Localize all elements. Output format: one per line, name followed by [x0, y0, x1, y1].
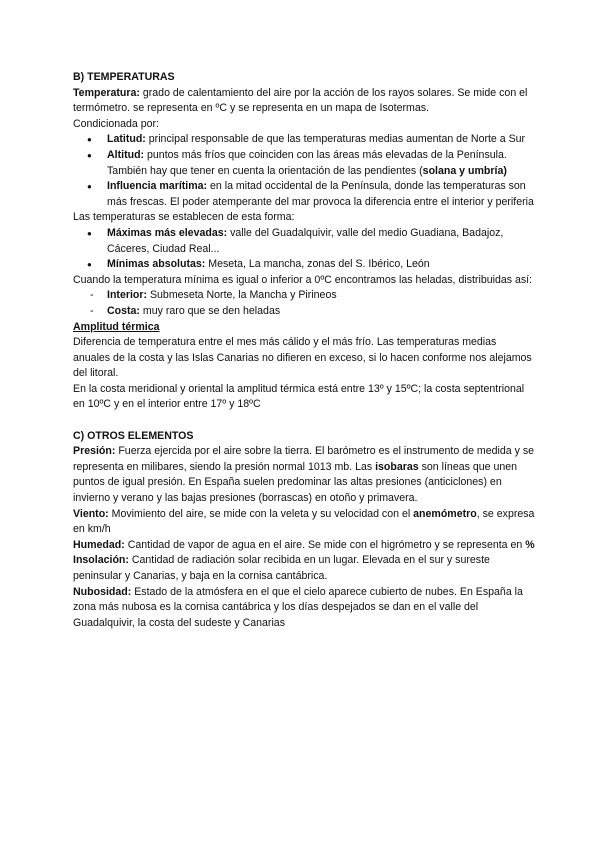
factor-label: Altitud: [107, 148, 145, 161]
pressure-text: Fuerza ejercida por el aire sobre la tierra. El barómetro es el instrumento de medida y se representa en milibares, siendo la presión normal 1013 mb. Las [73, 445, 535, 473]
list-item [73, 257, 535, 273]
insolation-paragraph [73, 553, 535, 584]
insolation-label: Insolación: [73, 554, 129, 567]
wind-text: Movimiento del aire, se mide con la veleta y su velocidad con el [108, 507, 414, 520]
factor-bold-tail: solana y umbría) [422, 164, 507, 177]
frost-label: Costa: [107, 304, 140, 317]
factor-label: Latitud: [107, 133, 146, 146]
list-item [73, 179, 535, 210]
list-item [73, 304, 535, 320]
document-page [73, 70, 535, 631]
factor-text: puntos más fríos que coinciden con las áreas más elevadas de la Península. También hay que tener en cuenta la orientación de las pendientes ( [107, 148, 507, 177]
anemometro-term: anemómetro [413, 507, 477, 520]
extremes-list [73, 226, 535, 273]
conditioned-by: Condicionada por: [73, 117, 159, 130]
cloud-text: Estado de la atmósfera en el que el cielo aparece cubierto de nubes. En España la zona más nubosa es la cornisa cantábrica y los días despejados se dan en el valle del Guadalquivir, la costa del sudeste y Canarias [73, 585, 523, 629]
factor-text: principal responsable de que las temperaturas medias aumentan de Norte a Sur [145, 133, 526, 146]
frost-text: Submeseta Norte, la Mancha y Pirineos [147, 289, 337, 302]
section-b-heading: B) TEMPERATURAS [73, 71, 175, 83]
wind-text-2: , se expresa en km/h [73, 507, 535, 536]
list-item [73, 148, 535, 179]
factors-list [73, 132, 535, 210]
section-spacer [73, 413, 535, 429]
percent-symbol: % [525, 538, 535, 551]
extreme-label: Mínimas absolutas: [107, 258, 206, 271]
frost-label: Interior: [107, 289, 148, 302]
humidity-paragraph [73, 538, 535, 554]
humidity-label: Humedad: [73, 538, 125, 551]
wind-paragraph [73, 507, 535, 538]
amplitude-paragraph-2: En la costa meridional y oriental la amplitud térmica está entre 13º y 15ºC; la costa septentrional en 10ºC y en el interior entre 17º y 18ºC [73, 382, 525, 411]
frost-text: muy raro que se den heladas [139, 304, 281, 317]
established-intro: Las temperaturas se establecen de esta forma: [73, 211, 295, 224]
wind-label: Viento: [73, 507, 109, 520]
pressure-text-2: son líneas que unen puntos de igual presión. En España suelen predominar las altas presiones (anticiclones) en invierno y verano y las bajas presiones (borrascas) en otoño y primavera. [73, 460, 518, 505]
humidity-text: Cantidad de vapor de agua en el aire. Se mide con el higrómetro y se representa en [124, 538, 526, 551]
temperature-definition [73, 86, 535, 117]
list-item [73, 288, 535, 304]
cloud-paragraph [73, 585, 535, 632]
temperature-text: grado de calentamiento del aire por la acción de los rayos solares. Se mide con el termómetro. se representa en ºC y se representa en un mapa de Isotermas. [73, 86, 528, 115]
extreme-label: Máximas más elevadas: [107, 226, 228, 239]
pressure-label: Presión: [73, 445, 116, 458]
list-item [73, 132, 535, 148]
amplitude-paragraph-1: Diferencia de temperatura entre el mes más cálido y el más frío. Las temperaturas medias anuales de la costa y las Islas Canarias no difieren en exceso, si lo hacen conforme nos alejamos del litoral. [73, 336, 532, 380]
extreme-text: Meseta, La mancha, zonas del S. Ibérico, León [205, 258, 430, 271]
list-item [73, 226, 535, 257]
insolation-text: Cantidad de radiación solar recibida en un lugar. Elevada en el sur y sureste peninsular y Canarias, y baja en la cornisa cantábrica. [73, 554, 490, 582]
factor-label: Influencia marítima: [107, 180, 208, 193]
pressure-paragraph [73, 444, 535, 506]
section-c-heading: C) OTROS ELEMENTOS [73, 429, 194, 442]
isobaras-term: isobaras [375, 460, 419, 473]
amplitude-heading: Amplitud térmica [73, 320, 160, 333]
frost-intro: Cuando la temperatura mínima es igual o inferior a 0ºC encontramos las heladas, distribuidas así: [73, 273, 533, 286]
frost-list [73, 288, 535, 319]
factor-text: en la mitad occidental de la Península, donde las temperaturas son más frescas. El poder atemperante del mar provoca la diferencia entre el interior y periferia [107, 180, 534, 208]
temperature-label: Temperatura: [73, 86, 140, 99]
cloud-label: Nubosidad: [73, 585, 132, 598]
extreme-text: valle del Guadalquivir, valle del medio Guadiana, Badajoz, Cáceres, Ciudad Real... [107, 226, 504, 255]
